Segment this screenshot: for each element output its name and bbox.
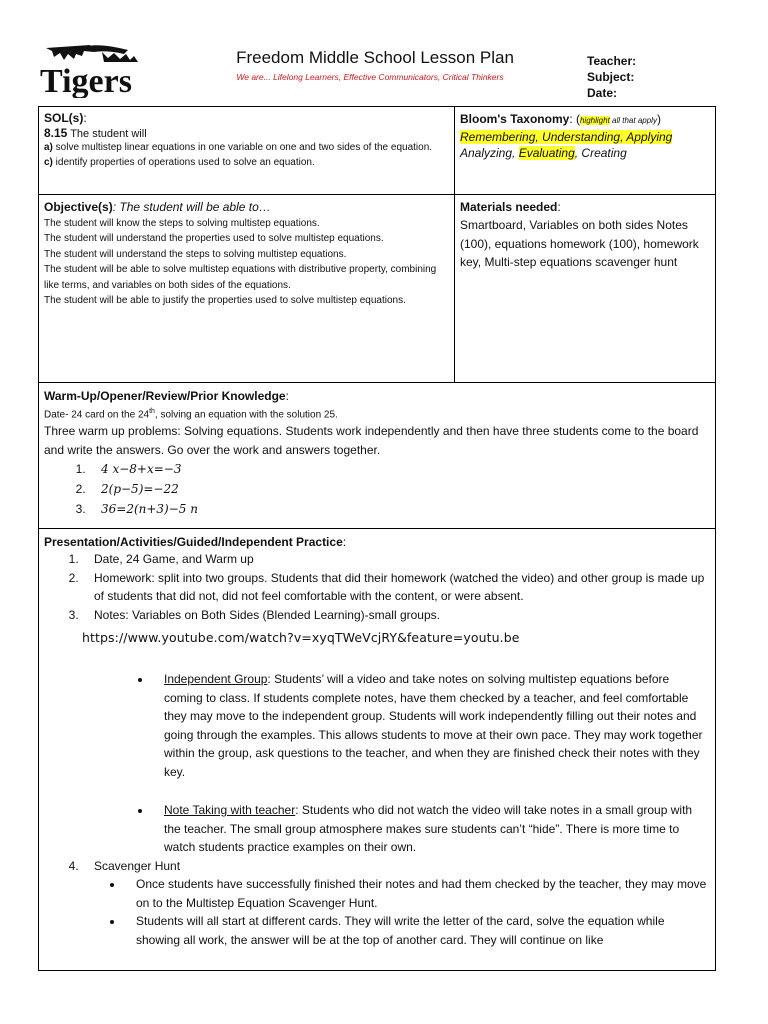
warmup-cell: Warm-Up/Opener/Review/Prior Knowledge: Date- 24 card on the 24th, solving an equation with the solution 25. Three warm up problems: Solving equations. Students work independently and then have three students come to the board and write the answers. Go over the work and answers together. 1. 4 x−8+x=−3 2. 2(p−5)=−22 3. 36=2(n+3)−5 n — [39, 383, 715, 528]
video-link[interactable]: https://www.youtube.com/watch?v=xyqTWeVcjRY&feature=youtu.be — [82, 630, 520, 645]
objectives-cell: Objective(s): The student will be able to… The student will know the steps to solving multistep equations. The student will understand the properties used to solve multistep equations. The student will understand the steps to solving multistep equations. The student will be able to solve multistep equations with distributive property, combining like terms, and variables on both sides of the equations. The student will be able to justify the properties used to solve multistep equations. — [39, 195, 455, 382]
logo-text: Tigers — [40, 63, 132, 98]
presentation-item: 2. Homework: split into two groups. Students that did their homework (watched the video) and other group is made up of students that did not, did not feel comfortable with the content, or were absent. — [82, 569, 710, 606]
lesson-plan-table — [38, 106, 716, 971]
objective-item: The student will be able to solve multistep equations with distributive property, combining like terms, and variables on both sides of the equations. — [44, 264, 437, 291]
scavenger-bullet: • Students will all start at different cards. They will write the letter of the card, solve the equation while showing all work, the answer will be at the top of another card. They will continue on like — [124, 912, 710, 949]
objective-item: The student will be able to justify the properties used to solve multistep equations. — [44, 295, 406, 307]
sol-row — [39, 107, 715, 195]
presentation-item: 4. Scavenger Hunt • Once students have successfully finished their notes and had them checked by the teacher, they may move on to the Multistep Equation Scavenger Hunt. • Students will all start at different cards. They will write the letter of the card, solve the equation while showing all work, the answer will be at the top of another card. They will continue on like — [82, 857, 710, 950]
warmup-problem: 1. 4 x−8+x=−3 — [89, 459, 710, 479]
group-bullets — [94, 670, 710, 857]
sol-code: 8.15 — [44, 126, 68, 140]
warmup-problems — [44, 459, 710, 519]
teacher-label: Teacher: — [587, 54, 637, 68]
warmup-row — [39, 383, 715, 529]
presentation-item: 1. Date, 24 Game, and Warm up — [82, 550, 710, 569]
scavenger-bullets — [94, 875, 710, 949]
presentation-heading: Presentation/Activities/Guided/Independent Practice — [44, 535, 343, 549]
warmup-date-line: Date- 24 card on the 24th, solving an equation with the solution 25. — [44, 408, 338, 421]
blooms-evaluating: Evaluating — [518, 146, 575, 160]
sol-heading: SOL(s) — [44, 111, 84, 125]
presentation-item: 3. Notes: Variables on Both Sides (Blended Learning)-small groups. https://www.youtube.com/watch?v=xyqTWeVcjRY&feature=youtu.be • Independent Group: Students’ will a video and take notes on solving multistep equations before coming to class. If students complete notes, have them checked by a teacher, and feel comfortable they may move to the independent group. Students will work independently filling out their notes and going through the examples. This allows students to move at their own pace. They may work together within the group, ask questions to the teacher, and when they are finished check their notes with they key. • Note Taking with teacher: Students who did not watch the video will take notes in a small group with the teacher. The small group atmosphere makes sure students can’t “hide”. There is more time to watch students practice examples on their own. — [82, 606, 710, 857]
header-meta — [587, 53, 636, 101]
date-label: Date: — [587, 86, 618, 100]
objective-item: The student will understand the steps to solving multistep equations. — [44, 248, 347, 260]
sol-c: c) identify properties of operations used to solve an equation. — [44, 156, 315, 168]
sol-a: a) solve multistep linear equations in one variable on one and two sides of the equation. — [44, 142, 433, 153]
independent-group-item: • Independent Group: Students’ will a video and take notes on solving multistep equations before coming to class. If students complete notes, have them checked by a teacher, and feel comfortable they may move to the independent group. Students will work independently filling out their notes and going through the examples. This allows students to move at their own pace. They may work together within the group, ask questions to the teacher, and when they are finished check their notes with they key. — [152, 670, 710, 781]
school-motto: We are... Lifelong Learners, Effective Communicators, Critical Thinkers — [236, 72, 504, 82]
materials-cell: Materials needed: Smartboard, Variables on both sides Notes (100), equations homework (100), homework key, Multi-step equations scavenger hunt — [455, 195, 715, 382]
page-title: Freedom Middle School Lesson Plan — [236, 48, 514, 67]
presentation-row — [39, 529, 715, 970]
blooms-heading: Bloom's Taxonomy — [460, 112, 570, 126]
note-taking-item: • Note Taking with teacher: Students who did not watch the video will take notes in a small group with the teacher. The small group atmosphere makes sure students can’t “hide”. There is more time to watch students practice examples on their own. — [152, 801, 710, 857]
materials-text: Smartboard, Variables on both sides Notes (100), equations homework (100), homework key, Multi-step equations scavenger hunt — [460, 218, 699, 269]
warmup-description: Three warm up problems: Solving equations. Students work independently and then have three students come to the board and write the answers. Go over the work and answers together. — [44, 424, 699, 457]
warmup-heading: Warm-Up/Opener/Review/Prior Knowledge — [44, 389, 286, 403]
warmup-problem: 3. 36=2(n+3)−5 n — [89, 499, 710, 519]
objective-item: The student will know the steps to solving multistep equations. — [44, 218, 320, 229]
sol-cell: SOL(s): 8.15 The student will a) solve multistep linear equations in one variable on one and two sides of the equation. c) identify properties of operations used to solve an equation. — [39, 107, 455, 194]
presentation-list — [44, 550, 710, 949]
scavenger-bullet: • Once students have successfully finished their notes and had them checked by the teacher, they may move on to the Multistep Equation Scavenger Hunt. — [124, 875, 710, 912]
objectives-row — [39, 195, 715, 383]
warmup-problem: 2. 2(p−5)=−22 — [89, 479, 710, 499]
materials-heading: Materials needed — [460, 200, 558, 214]
presentation-cell: Presentation/Activities/Guided/Independent Practice: 1. Date, 24 Game, and Warm up 2. Homework: split into two groups. Students that did their homework (watched the video) and other group is made up of students that did not, did not feel comfortable with the content, or were absent. 3. Notes: Variables on Both Sides (Blended Learning)-small groups. https://www.youtube.com/watch?v=xyqTWeVcjRY&feature=youtu.be • Independent Group: Students’ will a video and take notes on solving multistep equations before coming to class. If students complete notes, have them checked by a teacher, and feel comfortable they may move to the independent group. Students will work independently filling out their notes and going through the examples. This allows students to move at their own pace. They may work together within the group, ask questions to the teacher, and when they are finished check their notes with they key. • Note Taking with teacher: Students who did not watch the video will take notes in a small group with the teacher. The small group atmosphere makes sure students can’t “hide”. There is more time to watch students practice examples on their own. 4. Scavenger Hunt • Once students have successfully finished their notes and had them checked by the teacher, they may move on to the Multistep Equation Scavenger Hunt. • Students will all start at different cards. They will write the letter of the card, solve the equation while showing all work, the answer will be at the top of another card. They will continue on like — [39, 529, 715, 970]
objective-item: The student will understand the properties used to solve multistep equations. — [44, 233, 384, 245]
blooms-highlighted-levels: Remembering, Understanding, Applying — [460, 130, 673, 144]
objectives-heading: Objective(s) — [44, 200, 113, 214]
tigers-logo — [38, 42, 142, 98]
blooms-cell: Bloom's Taxonomy: (highlight all that apply) Remembering, Understanding, Applying Analyzing, Evaluating, Creating — [460, 112, 673, 160]
subject-label: Subject: — [587, 70, 635, 84]
